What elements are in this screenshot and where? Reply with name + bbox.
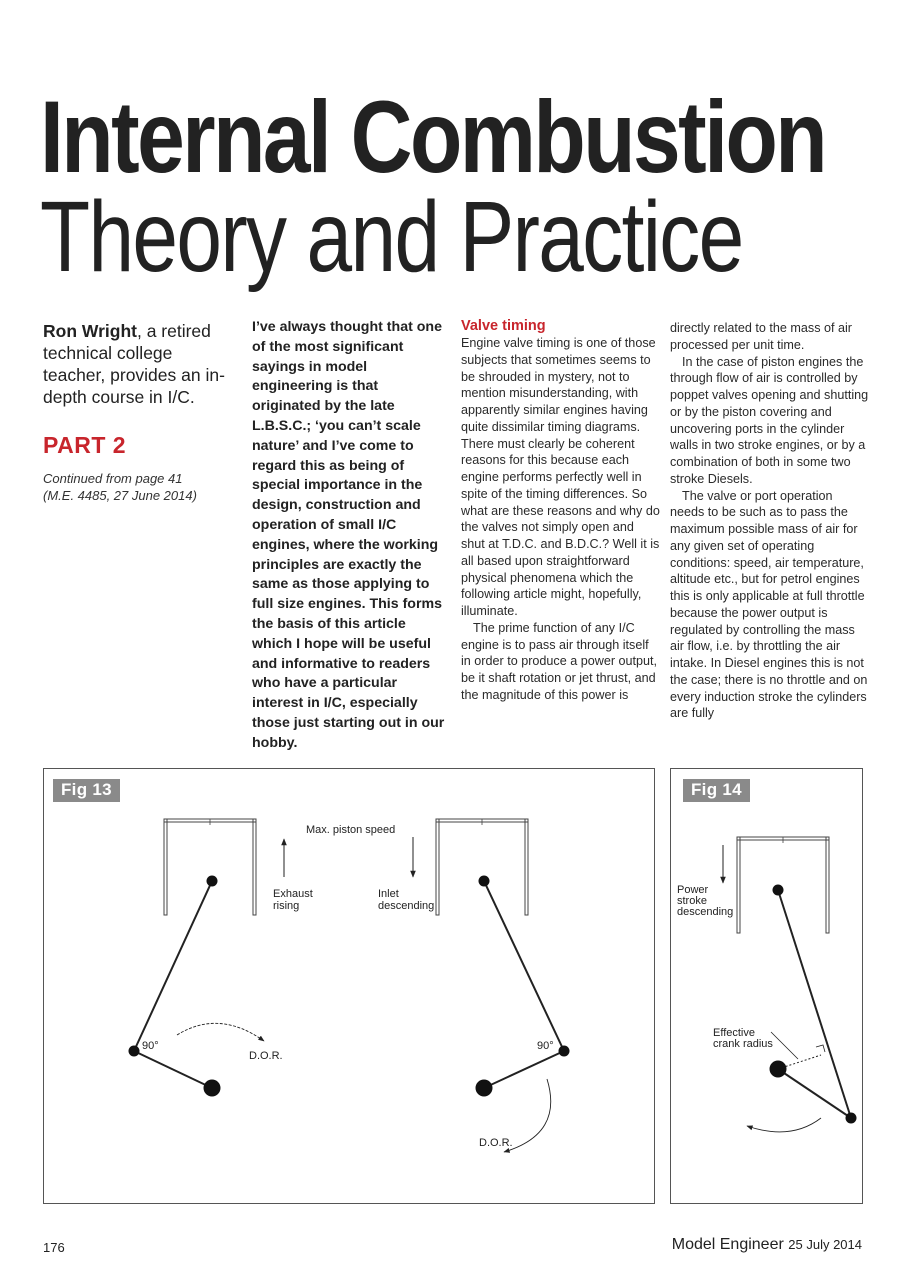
article-title-line2: Theory and Practice bbox=[40, 181, 743, 293]
right-crankpin bbox=[559, 1046, 570, 1057]
rotation-arrow bbox=[747, 1118, 821, 1132]
continued-line1: Continued from page 41 bbox=[43, 471, 183, 486]
right-gudgeon-pin bbox=[479, 876, 490, 887]
magazine-footer bbox=[672, 1236, 862, 1254]
crankshaft bbox=[770, 1061, 787, 1078]
crankpin bbox=[846, 1113, 857, 1124]
inlet-label: Inlet bbox=[378, 888, 399, 900]
figure-14-label: Fig 14 bbox=[683, 779, 750, 802]
body-column-4 bbox=[670, 320, 870, 722]
effective-radius-leader bbox=[771, 1032, 798, 1059]
right-angle-mark bbox=[816, 1045, 825, 1052]
crank bbox=[778, 1069, 851, 1118]
power-label: Power bbox=[677, 884, 709, 896]
body-column-3 bbox=[461, 318, 661, 704]
figure-14-diagram bbox=[671, 769, 862, 1203]
part-heading: PART 2 bbox=[43, 432, 127, 458]
page-number: 176 bbox=[43, 1240, 65, 1255]
right-crank bbox=[484, 1051, 564, 1088]
stroke-label: stroke bbox=[677, 895, 707, 907]
body-paragraph: The prime function of any I/C engine is to pass air through itself in order to produce a power output, be it shaft rotation or jet thrust, and the magnitude of this power is bbox=[461, 620, 658, 702]
body-paragraph: The valve or port operation needs to be such as to pass the maximum possible mass of air for any given set of operating conditions: speed, air temperature, altitude etc., but for petrol engines this is only applicable at full throttle because the power output is regulated by controlling the mass air flow, i.e. by throttling the air intake. In Diesel engines this is not the case; there is no throttle and on every induction stroke the cylinders are fully bbox=[670, 488, 868, 721]
continued-line2: (M.E. 4485, 27 June 2014) bbox=[43, 488, 197, 503]
cylinder bbox=[737, 837, 829, 933]
body-paragraph: Engine valve timing is one of those subjects that sometimes seems to be shrouded in mystery, not to mention misunderstanding, with apparently similar engines having quite dissimilar timing diagrams. There must clearly be coherent reasons for this because each engine performs perfectly well in spite of the timing differences. So what are these reasons and why do the valves not simply open and shut at T.D.C. and B.D.C.? Well it is all based upon straightforward physical phenomena which the following article might, hopefully, illuminate. bbox=[461, 336, 660, 618]
left-dor-label: D.O.R. bbox=[249, 1050, 283, 1062]
author-name: Ron Wright bbox=[43, 321, 137, 341]
left-crankshaft bbox=[204, 1080, 221, 1097]
magazine-name: Model Engineer bbox=[671, 1236, 784, 1253]
figure-13 bbox=[43, 768, 655, 1204]
right-dor-label: D.O.R. bbox=[479, 1137, 513, 1149]
gudgeon-pin bbox=[773, 885, 784, 896]
body-paragraph: directly related to the mass of air processed per unit time. bbox=[670, 321, 852, 352]
descending-label: descending bbox=[677, 906, 734, 918]
max-piston-speed-label: Max. piston speed bbox=[306, 824, 396, 836]
author-byline bbox=[43, 320, 233, 408]
left-crankpin bbox=[129, 1046, 140, 1057]
crank-radius-label: crank radius bbox=[713, 1038, 773, 1050]
left-crank bbox=[134, 1051, 212, 1088]
connecting-rod bbox=[778, 890, 851, 1118]
exhaust-rising-label: rising bbox=[273, 900, 300, 912]
inlet-descending-label: descending bbox=[378, 900, 435, 912]
issue-date: 25 July 2014 bbox=[788, 1237, 862, 1252]
section-heading: Valve timing bbox=[461, 318, 546, 334]
left-angle-label: 90° bbox=[142, 1040, 159, 1052]
figure-13-label: Fig 13 bbox=[53, 779, 120, 802]
continued-note bbox=[43, 470, 197, 504]
left-dor-arrow bbox=[177, 1023, 264, 1041]
figure-13-diagram bbox=[44, 769, 654, 1203]
exhaust-label: Exhaust bbox=[273, 888, 313, 900]
effective-label: Effective bbox=[713, 1027, 755, 1039]
body-paragraph: In the case of piston engines the through flow of air is controlled by poppet valves opening and shutting or by the piston covering and uncovering ports in the cylinder walls in two stroke engines, or by a combination of both in some two stroke Diesels. bbox=[670, 354, 869, 486]
right-crankshaft bbox=[476, 1080, 493, 1097]
figure-14 bbox=[670, 768, 863, 1204]
left-cylinder bbox=[164, 819, 256, 915]
byline-text: , a retired technical college teacher, provides an in-depth course in I/C. bbox=[43, 321, 225, 407]
intro-paragraph: I’ve always thought that one of the most significant sayings in model engineering is that originated by the late L.B.S.C.; ‘you can’t scale nature’ and I’ve come to regard this as being of special importance in the design, construction and operation of small I/C engines, where the working principles are exactly the same as those applying to full size engines. This forms the basis of this article which I hope will be useful and informative to readers who have a particular interest in I/C, especially those just starting out in our hobby. bbox=[252, 319, 445, 751]
right-angle-label: 90° bbox=[537, 1040, 554, 1052]
left-gudgeon-pin bbox=[207, 876, 218, 887]
right-cylinder bbox=[436, 819, 528, 915]
article-title-line1: Internal Combustion bbox=[40, 80, 826, 194]
right-connecting-rod bbox=[484, 881, 564, 1051]
